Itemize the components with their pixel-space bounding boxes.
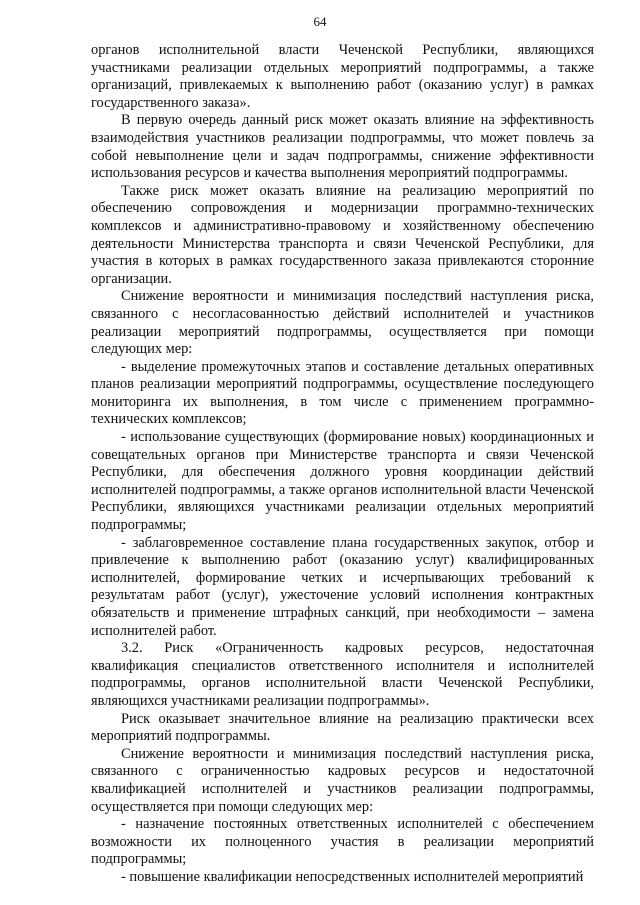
list-item-measure: - заблаговременное составление плана государственных закупок, отбор и привлечение к выполнению работ (оказанию услуг) квалифицированных исполнителей, формирование четких и исчерпывающих требований к результатам работ (услуг), ужесточение условий исполнения контрактных обязательств и применение штрафных санкций, при необходимости – замена исполнителей работ. <box>91 534 594 639</box>
list-item-measure: - использование существующих (формирование новых) координационных и совещательных органов при Министерстве транспорта и связи Чеченской Республики, для обеспечения должного уровня координации действий исполнителей подпрограммы, а также органов исполнительной власти Чеченской Республики, являющихся участниками реализации отдельных мероприятий подпрограммы; <box>91 429 594 534</box>
paragraph-continuation: органов исполнительной власти Чеченской Республики, являющихся участниками реализации отдельных мероприятий подпрограммы, а также организаций, привлекаемых к выполнению работ (оказанию услуг) в рамках государственного заказа». <box>91 42 594 111</box>
list-item-measure: - выделение промежуточных этапов и составление детальных оперативных планов реализации мероприятий подпрограммы, осуществление последующего мониторинга их выполнения, в том числе с применением программно-технических комплексов; <box>91 358 594 428</box>
paragraph-mitigation-intro: Снижение вероятности и минимизация последствий наступления риска, связанного с ограниченностью кадровых ресурсов и недостаточной квалификацией исполнителей и участников реализации подпрограммы, осуществляется при помощи следующих мер: <box>91 745 594 815</box>
document-body <box>91 42 594 887</box>
paragraph-mitigation-intro: Снижение вероятности и минимизация последствий наступления риска, связанного с несогласованностью действий исполнителей и участников реализации мероприятий подпрограммы, осуществляется при помощи следующих мер: <box>91 288 594 358</box>
paragraph-risk-influence: Риск оказывает значительное влияние на реализацию практически всех мероприятий подпрограммы. <box>91 710 594 745</box>
list-item-measure: - назначение постоянных ответственных исполнителей с обеспечением возможности их полноценного участия в реализации мероприятий подпрограммы; <box>91 816 594 868</box>
list-item-measure: - повышение квалификации непосредственных исполнителей мероприятий <box>121 868 584 885</box>
paragraph-risk-impact: В первую очередь данный риск может оказать влияние на эффективность взаимодействия участников реализации подпрограммы, что может повлечь за собой невыполнение цели и задач подпрограммы, снижение эффективности использования ресурсов и качества выполнения мероприятий подпрограммы. <box>91 112 594 182</box>
section-heading-risk-3-2: 3.2. Риск «Ограниченность кадровых ресурсов, недостаточная квалификация специалистов ответственного исполнителя и исполнителей подпрограммы, органов исполнительной власти Чеченской Республики, являющихся участниками реализации подпрограммы». <box>91 640 594 709</box>
page-number: 64 <box>313 14 327 29</box>
paragraph-risk-influence: Также риск может оказать влияние на реализацию мероприятий по обеспечению сопровождения и модернизации программно-технических комплексов и административно-правовому и хозяйственному обеспечению деятельности Министерства транспорта и связи Чеченской Республики, для участия в которых в рамках государственного заказа привлекаются сторонние организации. <box>91 182 594 287</box>
